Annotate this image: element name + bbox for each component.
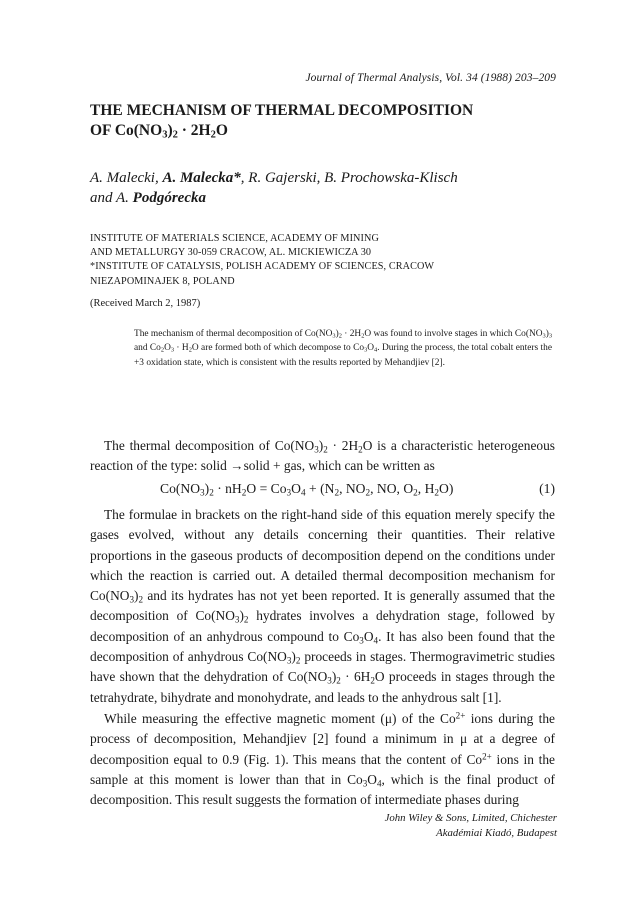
author-list (90, 168, 570, 208)
affiliation-line: AND METALLURGY 30-059 CRACOW, AL. MICKIEWICZA 30 (90, 247, 372, 259)
author-line-1: A. Malecki, A. Malecka*, R. Gajerski, B. Prochowska-Klisch (90, 170, 458, 186)
equation-1 (90, 481, 555, 501)
received-date: (Received March 2, 1987) (90, 298, 201, 309)
equation-expression: $Co(NO_3)_2 \cdot nH_2O = Co_3O_4 + (N_2$, $NO_2$, NO, $O_2$, $H_2O$) (160, 481, 454, 498)
paper-title (90, 101, 570, 141)
equation-number: (1) (539, 481, 555, 496)
publisher-line: Akadémiai Kiadó, Budapest (436, 827, 557, 839)
title-line-1: THE MECHANISM OF THERMAL DECOMPOSITION (90, 102, 474, 119)
affiliation-line: INSTITUTE OF MATERIALS SCIENCE, ACADEMY OF MINING (90, 233, 379, 244)
affiliation-line: *INSTITUTE OF CATALYSIS, POLISH ACADEMY OF SCIENCES, CRACOW (90, 261, 435, 273)
body-text (90, 505, 555, 810)
body-paragraph-3: While measuring the effective magnetic moment (μ) of the $Co^{2+}$ ions during the process of decomposition, Mehandjiev [2] found a minimum in μ at a degree of decomposition equal to 0.9 (Fig. 1). This means that the content of $Co^{2+}$ ions in the sample at this moment is lower than that in $Co_3O_4$, which is the final product of decomposition. This result suggests the formation of intermediate phases during (90, 710, 556, 808)
body-paragraph-2: The formulae in brackets on the right-hand side of this equation merely specify the gases evolved, without any details concerning their quantities. Their relative proportions in the gaseous products of decomposition depend on the conditions under which the reaction is carried out. A detailed thermal decomposition mechanism for $Co(NO_3)_2$ and its hydrates has not yet been reported. It is generally assumed that the decomposition of $Co(NO_3)_2$ hydrates involves a dehydration stage, followed by decomposition of an anhydrous compound to $Co_3O_4$. It has also been found that the decomposition of anhydrous $Co(NO_3)_2$ proceeds in stages. Thermogravimetric studies have shown that the dehydration of $Co(NO_3)_2 \cdot 6H_2O$ proceeds in stages through the tetrahydrate, bihydrate and monohydrate, and leads to the anhydrous salt [1]. (90, 507, 555, 705)
title-line-2: OF $Co(NO_3)_2 \cdot 2H_2O$ (90, 122, 228, 141)
abstract: The mechanism of thermal decomposition of $Co(NO_3)_2 \cdot 2H_2O$ was found to involve stages in which $Co(NO_3)_3$ and $Co_2O_3 \cdot H_2O$ are formed both of which decompose to $Co_3O_4$. During the process, the total cobalt enters the +3 oxidation state, which is consistent with the results reported by Mehandjiev [2]. (134, 329, 552, 368)
journal-reference: Journal of Thermal Analysis, Vol. 34 (1988) 203–209 (305, 72, 556, 84)
publisher-footer (385, 811, 557, 841)
affiliation-line: NIEZAPOMINAJEK 8, POLAND (90, 275, 235, 287)
affiliations (90, 232, 560, 289)
author-line-2: and A. Podgórecka (90, 190, 206, 206)
body-paragraph-1: The thermal decomposition of $Co(NO_3)_2 \cdot 2H_2O$ is a characteristic heterogeneous reaction of the type: solid →solid + gas, which can be written as (90, 438, 555, 474)
publisher-line: John Wiley & Sons, Limited, Chichester (384, 812, 557, 824)
